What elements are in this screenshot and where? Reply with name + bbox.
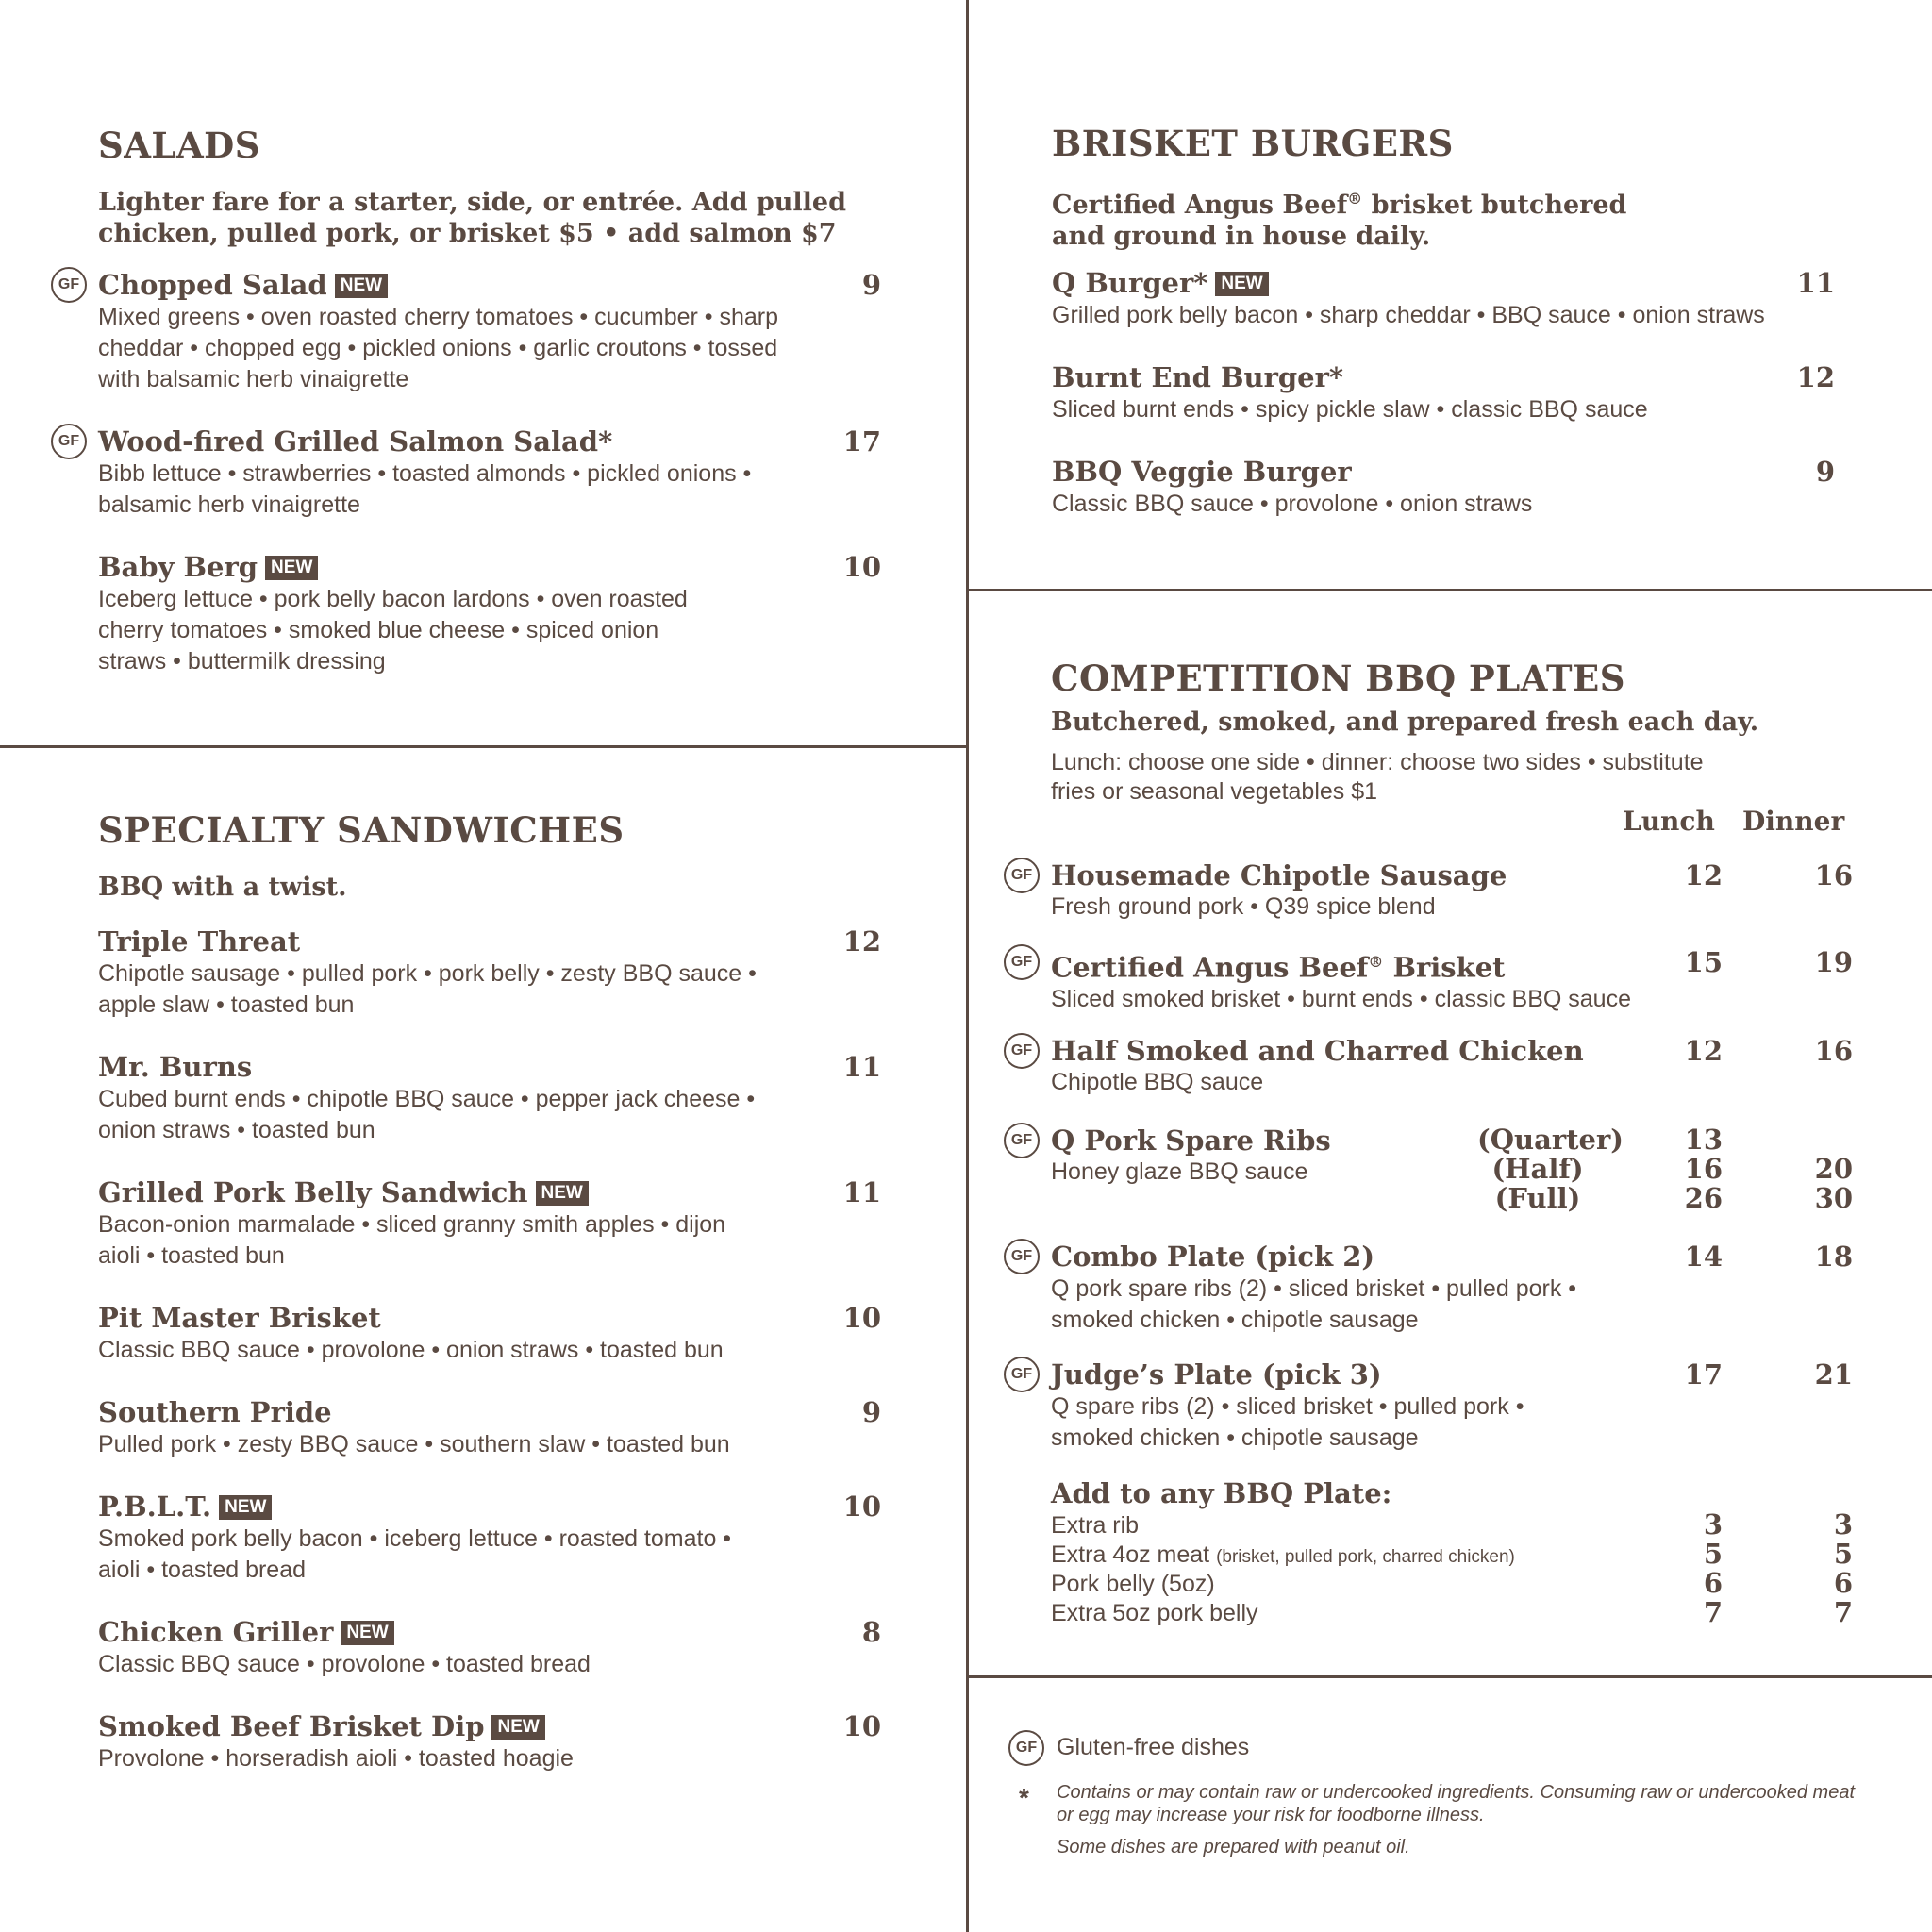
column-header-dinner: Dinner xyxy=(1742,806,1845,837)
sandwiches-title: SPECIALTY SANDWICHES xyxy=(98,809,625,851)
menu-item-triple-threat xyxy=(98,924,881,1021)
description-line: aioli • toasted bun xyxy=(98,1242,285,1269)
description-line: Bibb lettuce • strawberries • toasted almonds • pickled onions • xyxy=(98,460,752,487)
description-line: Bacon-onion marmalade • sliced granny smith apples • dijon xyxy=(98,1211,726,1238)
menu-item-chipotle-sausage xyxy=(1010,858,1853,921)
addon-row xyxy=(1051,1538,1853,1570)
plates-note xyxy=(1051,748,1704,807)
warning-line: or egg may increase your risk for foodborne illness. xyxy=(1057,1805,1485,1825)
dinner-price: 7 xyxy=(1833,1596,1853,1628)
item-description xyxy=(1051,1068,1838,1096)
addon-label: Extra 4oz meat xyxy=(1051,1541,1217,1568)
description-line: Sliced smoked brisket • burnt ends • classic BBQ sauce xyxy=(1051,985,1631,1012)
lunch-price: 12 xyxy=(1684,1035,1723,1067)
new-badge: NEW xyxy=(265,556,318,580)
gluten-free-icon: GF xyxy=(1004,944,1040,980)
gluten-free-icon: GF xyxy=(51,267,87,303)
addon-row xyxy=(1051,1596,1853,1628)
description-line: Chipotle BBQ sauce xyxy=(1051,1069,1264,1095)
description-line: Smoked pork belly bacon • iceberg lettuce • roasted tomato • xyxy=(98,1525,732,1552)
menu-item-pblt xyxy=(98,1490,881,1586)
item-price: 10 xyxy=(842,1710,881,1742)
registered-mark: ® xyxy=(1368,953,1384,971)
lunch-price: 6 xyxy=(1703,1567,1723,1599)
item-description xyxy=(98,458,881,521)
menu-item-bbq-veggie-burger xyxy=(1052,455,1835,520)
gluten-free-icon: GF xyxy=(1008,1730,1044,1766)
description-line: Classic BBQ sauce • provolone • toasted bread xyxy=(98,1651,591,1677)
addon-row xyxy=(1051,1508,1853,1541)
item-name: Smoked Beef Brisket Dip xyxy=(98,1710,485,1742)
gluten-free-icon: GF xyxy=(51,424,87,459)
item-name-text: Brisket xyxy=(1383,951,1506,984)
addon-label: Extra 5oz pork belly xyxy=(1051,1600,1258,1626)
item-price: 10 xyxy=(842,1302,881,1334)
dinner-price: 18 xyxy=(1814,1241,1853,1273)
asterisk-marker: * xyxy=(1019,1783,1029,1812)
item-description xyxy=(98,1335,881,1366)
peanut-oil-note: Some dishes are prepared with peanut oil. xyxy=(1057,1837,1410,1857)
lunch-price: 13 xyxy=(1684,1124,1723,1156)
sandwiches-subtitle: BBQ with a twist. xyxy=(98,873,347,902)
dinner-price: 20 xyxy=(1814,1153,1853,1185)
salads-title: SALADS xyxy=(98,125,260,166)
item-name: Judge’s Plate (pick 3) xyxy=(1051,1358,1382,1391)
item-name: P.B.L.T. xyxy=(98,1491,212,1523)
gluten-free-legend: Gluten-free dishes xyxy=(1057,1734,1250,1760)
new-badge: NEW xyxy=(335,274,388,298)
lunch-price: 16 xyxy=(1684,1153,1723,1185)
item-name: Grilled Pork Belly Sandwich xyxy=(98,1176,528,1208)
burgers-subtitle xyxy=(1052,183,1626,252)
dinner-price: 30 xyxy=(1814,1182,1853,1214)
subtitle-text: brisket butchered xyxy=(1362,191,1627,220)
item-price: 12 xyxy=(842,925,881,958)
item-price: 11 xyxy=(842,1176,881,1208)
menu-item-smoked-beef-brisket-dip xyxy=(98,1709,881,1774)
description-line: aioli • toasted bread xyxy=(98,1557,307,1583)
description-line: Mixed greens • oven roasted cherry tomatoes • cucumber • sharp xyxy=(98,304,779,330)
vertical-divider xyxy=(966,0,969,1932)
addons-title: Add to any BBQ Plate: xyxy=(1051,1477,1392,1509)
gluten-free-icon: GF xyxy=(1004,858,1040,893)
description-line: Pulled pork • zesty BBQ sauce • southern slaw • toasted bun xyxy=(98,1431,730,1457)
addon-label: Extra rib xyxy=(1051,1512,1140,1539)
dinner-price: 6 xyxy=(1833,1567,1853,1599)
description-line: Sliced burnt ends • spicy pickle slaw • classic BBQ sauce xyxy=(1052,396,1648,423)
burgers-subtitle-line: and ground in house daily. xyxy=(1052,222,1431,251)
warning-line: Contains or may contain raw or undercooked ingredients. Consuming raw or undercooked meat xyxy=(1057,1782,1856,1803)
gluten-free-icon: GF xyxy=(1004,1123,1040,1158)
new-badge: NEW xyxy=(219,1495,272,1520)
salads-section xyxy=(58,125,881,691)
note-line: Lunch: choose one side • dinner: choose two sides • substitute xyxy=(1051,749,1704,775)
item-name: Burnt End Burger* xyxy=(1052,361,1344,393)
note-line: fries or seasonal vegetables $1 xyxy=(1051,778,1378,805)
item-name: Baby Berg xyxy=(98,551,258,583)
description-line: Classic BBQ sauce • provolone • onion straws xyxy=(1052,491,1533,517)
item-description xyxy=(98,958,881,1021)
addons-list xyxy=(1051,1508,1853,1628)
item-name: Wood-fired Grilled Salmon Salad* xyxy=(98,425,613,458)
item-name: Triple Threat xyxy=(98,925,301,958)
item-name-text: Certified Angus Beef xyxy=(1051,951,1369,984)
item-price: 9 xyxy=(1815,456,1835,488)
portion-label: (Half) xyxy=(1491,1153,1584,1185)
registered-mark: ® xyxy=(1347,190,1363,208)
new-badge: NEW xyxy=(341,1621,393,1645)
menu-item-baby-berg xyxy=(98,550,881,677)
description-line: Chipotle sausage • pulled pork • pork belly • zesty BBQ sauce • xyxy=(98,960,757,987)
lunch-price: 7 xyxy=(1703,1596,1723,1628)
description-line: apple slaw • toasted bun xyxy=(98,991,355,1018)
new-badge: NEW xyxy=(1215,272,1268,296)
item-description xyxy=(1051,1274,1838,1336)
addons-block xyxy=(1051,1476,1853,1628)
menu-item-burnt-end-burger xyxy=(1052,360,1835,425)
new-badge: NEW xyxy=(491,1715,544,1740)
description-line: cheddar • chopped egg • pickled onions • garlic croutons • tossed xyxy=(98,335,778,361)
item-name: Housemade Chipotle Sausage xyxy=(1051,859,1507,891)
lunch-price: 17 xyxy=(1684,1358,1723,1391)
description-line: Classic BBQ sauce • provolone • onion straws • toasted bun xyxy=(98,1337,724,1363)
item-description xyxy=(98,1084,881,1146)
item-name: Chicken Griller xyxy=(98,1616,334,1648)
menu-item-mr-burns xyxy=(98,1050,881,1146)
description-line: onion straws • toasted bun xyxy=(98,1117,375,1143)
sandwiches-section xyxy=(98,809,881,1790)
description-line: smoked chicken • chipotle sausage xyxy=(1051,1424,1419,1451)
item-name: Pit Master Brisket xyxy=(98,1302,381,1334)
dinner-price: 16 xyxy=(1814,859,1853,891)
divider-burgers-plates xyxy=(966,589,1932,591)
burgers-subtitle-line xyxy=(1052,183,1626,221)
salads-subtitle-line: chicken, pulled pork, or brisket $5 • add salmon $7 xyxy=(98,219,837,248)
lunch-price: 5 xyxy=(1703,1538,1723,1570)
item-price: 12 xyxy=(1796,361,1835,393)
addon-label: Pork belly (5oz) xyxy=(1051,1571,1215,1597)
item-description xyxy=(98,1649,881,1680)
divider-plates-footer xyxy=(966,1675,1932,1678)
item-description xyxy=(1051,892,1838,921)
dinner-price: 21 xyxy=(1814,1358,1853,1391)
item-name: Mr. Burns xyxy=(98,1051,253,1083)
item-description xyxy=(1052,489,1835,520)
item-name: Q Pork Spare Ribs xyxy=(1051,1124,1331,1157)
item-price: 11 xyxy=(1796,267,1835,299)
item-description xyxy=(1052,394,1835,425)
menu-item-chicken-griller xyxy=(98,1615,881,1680)
plates-title: COMPETITION BBQ PLATES xyxy=(1051,658,1625,699)
description-line: smoked chicken • chipotle sausage xyxy=(1051,1307,1419,1333)
lunch-price: 12 xyxy=(1684,859,1723,891)
item-name: Chopped Salad xyxy=(98,269,327,301)
column-header-lunch: Lunch xyxy=(1623,806,1715,837)
footer-notes xyxy=(1004,1730,1856,1862)
description-line: Grilled pork belly bacon • sharp cheddar • BBQ sauce • onion straws xyxy=(1052,302,1765,328)
portion-label: (Quarter) xyxy=(1477,1124,1624,1156)
menu-item-pit-master-brisket xyxy=(98,1301,881,1366)
divider-salads-sandwiches xyxy=(0,745,966,748)
menu-item-chopped-salad xyxy=(58,268,881,395)
item-price: 17 xyxy=(842,425,881,458)
raw-food-warning xyxy=(1057,1781,1855,1826)
lunch-price: 26 xyxy=(1684,1182,1723,1214)
subtitle-text: Certified Angus Beef xyxy=(1052,191,1348,220)
item-name: Half Smoked and Charred Chicken xyxy=(1051,1035,1584,1067)
menu-item-combo-plate xyxy=(1010,1240,1853,1336)
item-description xyxy=(98,1209,881,1272)
item-name xyxy=(1051,945,1506,985)
portion-label: (Full) xyxy=(1494,1182,1581,1214)
description-line: Q spare ribs (2) • sliced brisket • pulled pork • xyxy=(1051,1393,1524,1420)
menu-item-angus-brisket xyxy=(1010,945,1853,1013)
item-description xyxy=(1052,300,1835,331)
item-price: 9 xyxy=(861,1396,881,1428)
plates-section xyxy=(1010,658,1853,1639)
dinner-price: 3 xyxy=(1833,1508,1853,1541)
item-description xyxy=(98,584,881,677)
dinner-price: 5 xyxy=(1833,1538,1853,1570)
item-description xyxy=(1051,1391,1838,1454)
description-line: Provolone • horseradish aioli • toasted hoagie xyxy=(98,1745,574,1772)
gluten-free-icon: GF xyxy=(1004,1033,1040,1069)
menu-item-grilled-pork-belly-sandwich xyxy=(98,1175,881,1272)
description-line: balsamic herb vinaigrette xyxy=(98,491,360,518)
addon-note: (brisket, pulled pork, charred chicken) xyxy=(1216,1547,1515,1567)
item-name: Combo Plate (pick 2) xyxy=(1051,1241,1375,1273)
lunch-price: 14 xyxy=(1684,1241,1723,1273)
gluten-free-icon: GF xyxy=(1004,1239,1040,1274)
item-name: BBQ Veggie Burger xyxy=(1052,456,1352,488)
menu-item-salmon-salad xyxy=(58,425,881,521)
item-name: Southern Pride xyxy=(98,1396,332,1428)
item-price: 10 xyxy=(842,1491,881,1523)
lunch-price: 3 xyxy=(1703,1508,1723,1541)
menu-item-q-burger xyxy=(1052,266,1835,331)
salads-subtitle-line: Lighter fare for a starter, side, or entrée. Add pulled xyxy=(98,188,846,217)
item-price: 10 xyxy=(842,551,881,583)
description-line: Fresh ground pork • Q39 spice blend xyxy=(1051,893,1436,920)
burgers-title: BRISKET BURGERS xyxy=(1052,123,1454,164)
burgers-section xyxy=(1052,123,1835,538)
menu-item-southern-pride xyxy=(98,1395,881,1460)
description-line: Cubed burnt ends • chipotle BBQ sauce • pepper jack cheese • xyxy=(98,1086,756,1112)
dinner-price: 16 xyxy=(1814,1035,1853,1067)
salads-subtitle xyxy=(98,187,846,249)
menu-item-charred-chicken xyxy=(1010,1034,1853,1096)
item-description xyxy=(1051,985,1838,1013)
description-line: cherry tomatoes • smoked blue cheese • spiced onion xyxy=(98,617,659,643)
dinner-price: 19 xyxy=(1814,946,1853,978)
new-badge: NEW xyxy=(536,1181,589,1206)
addon-row xyxy=(1051,1567,1853,1599)
plates-subtitle: Butchered, smoked, and prepared fresh each day. xyxy=(1051,708,1759,737)
item-price: 9 xyxy=(861,269,881,301)
item-name: Q Burger* xyxy=(1052,267,1208,299)
item-description xyxy=(98,1524,881,1586)
description-line: with balsamic herb vinaigrette xyxy=(98,366,409,392)
item-description xyxy=(98,1429,881,1460)
item-description xyxy=(98,302,881,395)
description-line: straws • buttermilk dressing xyxy=(98,648,386,675)
item-price: 11 xyxy=(842,1051,881,1083)
item-description xyxy=(98,1743,881,1774)
description-line: Iceberg lettuce • pork belly bacon lardons • oven roasted xyxy=(98,586,688,612)
lunch-price: 15 xyxy=(1684,946,1723,978)
item-description: Honey glaze BBQ sauce xyxy=(1051,1158,1308,1185)
menu-item-spare-ribs xyxy=(1010,1124,1853,1227)
menu-item-judges-plate xyxy=(1010,1357,1853,1454)
item-price: 8 xyxy=(861,1616,881,1648)
gluten-free-icon: GF xyxy=(1004,1357,1040,1392)
description-line: Q pork spare ribs (2) • sliced brisket • pulled pork • xyxy=(1051,1275,1577,1302)
